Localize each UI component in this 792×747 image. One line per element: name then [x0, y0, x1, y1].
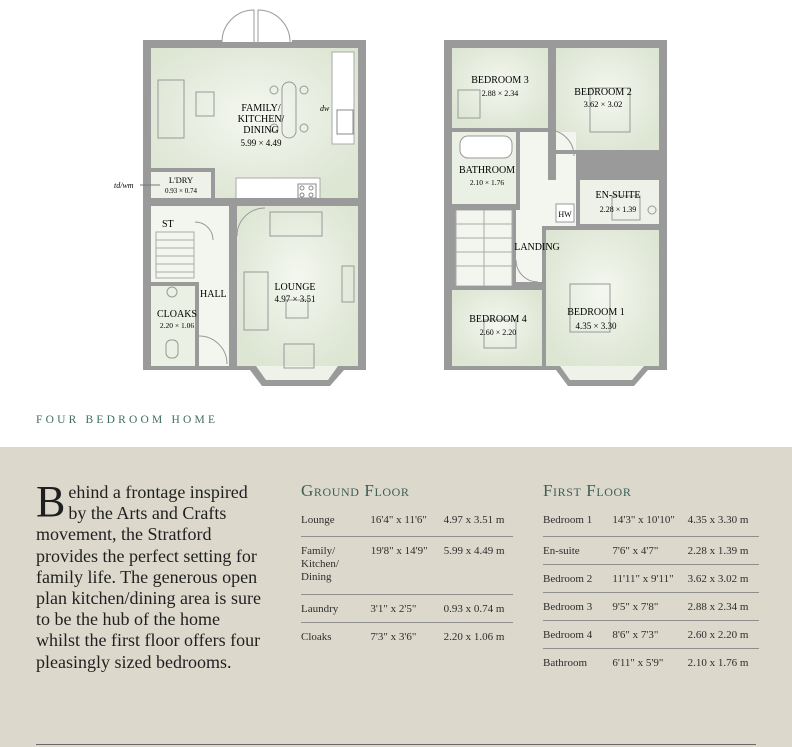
- lounge-label: LOUNGE: [274, 282, 316, 293]
- intro-text: ehind a frontage inspired by the Arts and Crafts movement, the Stratford provides the perfect setting for family life. The generous open plan kitchen/dining area is sure to be the hub of the home whilst the first floor offers four pleasingly sized bedrooms.: [36, 482, 261, 672]
- hall-label: HALL: [200, 289, 227, 300]
- ensuite-label: EN-SUITE: [595, 190, 641, 201]
- bedroom-3-dims: 2.88 × 2.34: [481, 89, 519, 98]
- dw-label: dw: [320, 104, 330, 113]
- table-row: Bedroom 2 11'11" x 9'11" 3.62 x 3.02 m: [543, 565, 759, 593]
- laundry-dims: 0.93 × 0.74: [165, 187, 197, 195]
- ground-floor-plan: [114, 10, 366, 386]
- bottom-rule: [36, 744, 756, 745]
- first-floor-title: First Floor: [543, 481, 632, 500]
- ground-floor-title: Ground Floor: [301, 481, 410, 500]
- bedroom-3-room: [452, 48, 548, 128]
- family-label: KITCHEN/: [237, 114, 285, 125]
- landing-label: LANDING: [514, 242, 560, 253]
- ensuite-dims: 2.28 × 1.39: [599, 205, 637, 214]
- ensuite-room: [580, 180, 659, 224]
- family-label: DINING: [243, 125, 279, 136]
- bedroom-2-dims: 3.62 × 3.02: [583, 99, 623, 109]
- first-floor-table: [543, 481, 759, 677]
- bedroom-1-room: [546, 230, 659, 366]
- bedroom-1-label: BEDROOM 1: [567, 307, 625, 318]
- intro-paragraph: [36, 477, 266, 673]
- table-row: Bedroom 4 8'6" x 7'3" 2.60 x 2.20 m: [543, 621, 759, 649]
- family-dims: 5.99 × 4.49: [240, 138, 282, 148]
- table-row: Bedroom 3 9'5" x 7'8" 2.88 x 2.34 m: [543, 593, 759, 621]
- bedroom-2-label: BEDROOM 2: [574, 87, 632, 98]
- bedroom-4-label: BEDROOM 4: [469, 314, 527, 325]
- laundry-label: L'DRY: [168, 175, 194, 185]
- dropcap: B: [36, 477, 66, 526]
- bathroom-label: BATHROOM: [458, 165, 516, 176]
- table-row: Laundry 3'1" x 2'5" 0.93 x 0.74 m: [301, 595, 513, 623]
- lounge-dims: 4.97 × 3.51: [274, 294, 316, 304]
- hw-label: HW: [558, 210, 572, 219]
- table-row: Family/ Kitchen/ Dining 19'8" x 14'9" 5.99 x 4.49 m: [301, 537, 513, 595]
- table-row: Cloaks 7'3" x 3'6" 2.20 x 1.06 m: [301, 631, 505, 643]
- table-row: Lounge 16'4" x 11'6" 4.97 x 3.51 m: [301, 509, 513, 537]
- cloaks-label: CLOAKS: [156, 309, 198, 320]
- cloaks-dims: 2.20 × 1.06: [159, 321, 195, 330]
- bedroom-3-label: BEDROOM 3: [471, 75, 529, 86]
- ground-floor-table: [301, 481, 513, 651]
- table-row: Bathroom 6'11" x 5'9" 2.10 x 1.76 m: [543, 657, 749, 669]
- tdwm-label: td/wm: [114, 181, 134, 190]
- bedroom-1-dims: 4.35 × 3.30: [575, 321, 617, 331]
- tagline: FOUR BEDROOM HOME: [36, 414, 219, 426]
- bedroom-4-dims: 2.60 × 2.20: [479, 328, 517, 337]
- first-floor-plan: [444, 40, 667, 386]
- table-row: En-suite 7'6" x 4'7" 2.28 x 1.39 m: [543, 537, 759, 565]
- table-row: Bedroom 1 14'3" x 10'10" 4.35 x 3.30 m: [543, 509, 759, 537]
- family-label: FAMILY/: [241, 103, 281, 114]
- bathroom-dims: 2.10 × 1.76: [469, 178, 505, 187]
- st-label: ST: [162, 219, 174, 230]
